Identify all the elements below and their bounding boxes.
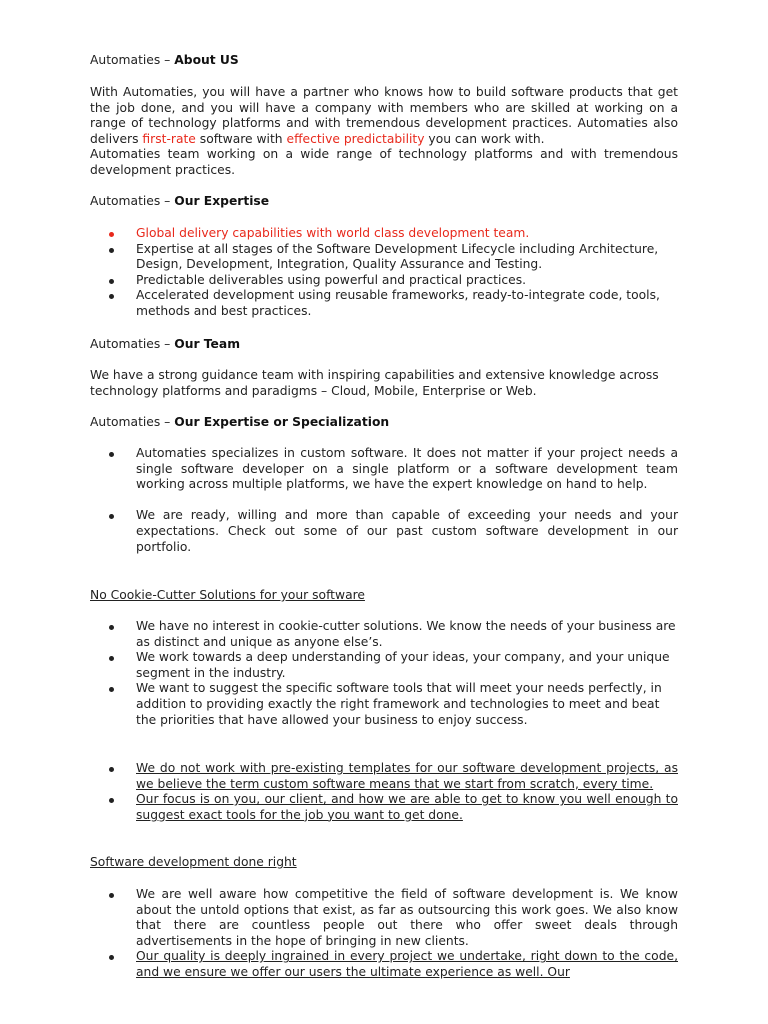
about-paragraph: With Automaties, you will have a partner who knows how to build software products that get the job done, and you will have a company with members who are skilled at working on a range of technology platforms and with tremendous development practices. Automaties also delivers first-rate software with effective predictability you can work with. Automaties team working on a wide range of technology platforms and with tremendous development practices.: [90, 85, 678, 177]
list-item: We are well aware how competitive the field of software development is. We know about the untold options that exist, as far as outsourcing this work goes. We also know that there are countless people out there who offer sweet deals through advertisements in the hope of bringing in new clients.: [90, 887, 678, 949]
specialization-heading: Automaties – Our Expertise or Specialization: [90, 415, 390, 429]
about-heading: Automaties – About US: [90, 53, 239, 67]
bullet-icon: [109, 656, 114, 661]
expertise-heading: Automaties – Our Expertise: [90, 194, 270, 208]
cookie-cutter-list: [90, 619, 678, 728]
bullet-icon: [109, 452, 114, 457]
list-item: Predictable deliverables using powerful and practical practices.: [90, 273, 678, 289]
team-paragraph: We have a strong guidance team with inspiring capabilities and extensive knowledge across technology platforms and paradigms – Cloud, Mobile, Enterprise or Web.: [90, 368, 659, 398]
list-item: Expertise at all stages of the Software Development Lifecycle including Architecture, Design, Development, Integration, Quality Assurance and Testing.: [90, 242, 678, 273]
list-item: We want to suggest the specific software tools that will meet your needs perfectly, in addition to providing exactly the right framework and technologies to meet and beat the priorities that have allowed your business to enjoy success.: [90, 681, 678, 728]
list-item: Automaties specializes in custom software. It does not matter if your project needs a single software developer on a single platform or a software development team working across multiple platforms, we have the expert knowledge on hand to help.: [90, 446, 678, 493]
list-item: We have no interest in cookie-cutter solutions. We know the needs of your business are as distinct and unique as anyone else’s.: [90, 619, 678, 650]
list-item: We work towards a deep understanding of your ideas, your company, and your unique segment in the industry.: [90, 650, 678, 681]
cookie-cutter-heading: No Cookie-Cutter Solutions for your software: [90, 588, 365, 602]
done-right-list: [90, 887, 678, 981]
list-item: We do not work with pre-existing templates for our software development projects, as we believe the term custom software means that we start from scratch, every time.: [90, 761, 678, 792]
done-right-heading: Software development done right: [90, 855, 297, 869]
bullet-icon: [109, 232, 114, 237]
effective-predictability-highlight: effective predictability: [286, 131, 425, 146]
list-item: Accelerated development using reusable frameworks, ready-to-integrate code, tools, methods and best practices.: [90, 288, 678, 319]
bullet-icon: [109, 893, 114, 898]
list-item: Our quality is deeply ingrained in every project we undertake, right down to the code, and we ensure we offer our users the ultimate experience as well. Our: [90, 949, 678, 980]
specialization-list: [90, 446, 678, 555]
bullet-icon: [109, 955, 114, 960]
bullet-icon: [109, 687, 114, 692]
team-heading: Automaties – Our Team: [90, 337, 241, 351]
list-item: Our focus is on you, our client, and how we are able to get to know you well enough to suggest exact tools for the job you want to get done.: [90, 792, 678, 823]
cookie-cutter-underlined-list: [90, 761, 678, 823]
bullet-icon: [109, 279, 114, 284]
about-paragraph-2: Automaties team working on a wide range of technology platforms and with tremendous development practices.: [90, 147, 678, 177]
first-rate-highlight: first-rate: [142, 131, 196, 146]
expertise-list: [90, 226, 678, 320]
bullet-icon: [109, 248, 114, 253]
list-item: We are ready, willing and more than capable of exceeding your needs and your expectations. Check out some of our past custom software development in our portfolio.: [90, 508, 678, 555]
bullet-icon: [109, 767, 114, 772]
list-item: Global delivery capabilities with world class development team.: [90, 226, 678, 242]
bullet-icon: [109, 514, 114, 519]
bullet-icon: [109, 798, 114, 803]
bullet-icon: [109, 294, 114, 299]
bullet-icon: [109, 625, 114, 630]
